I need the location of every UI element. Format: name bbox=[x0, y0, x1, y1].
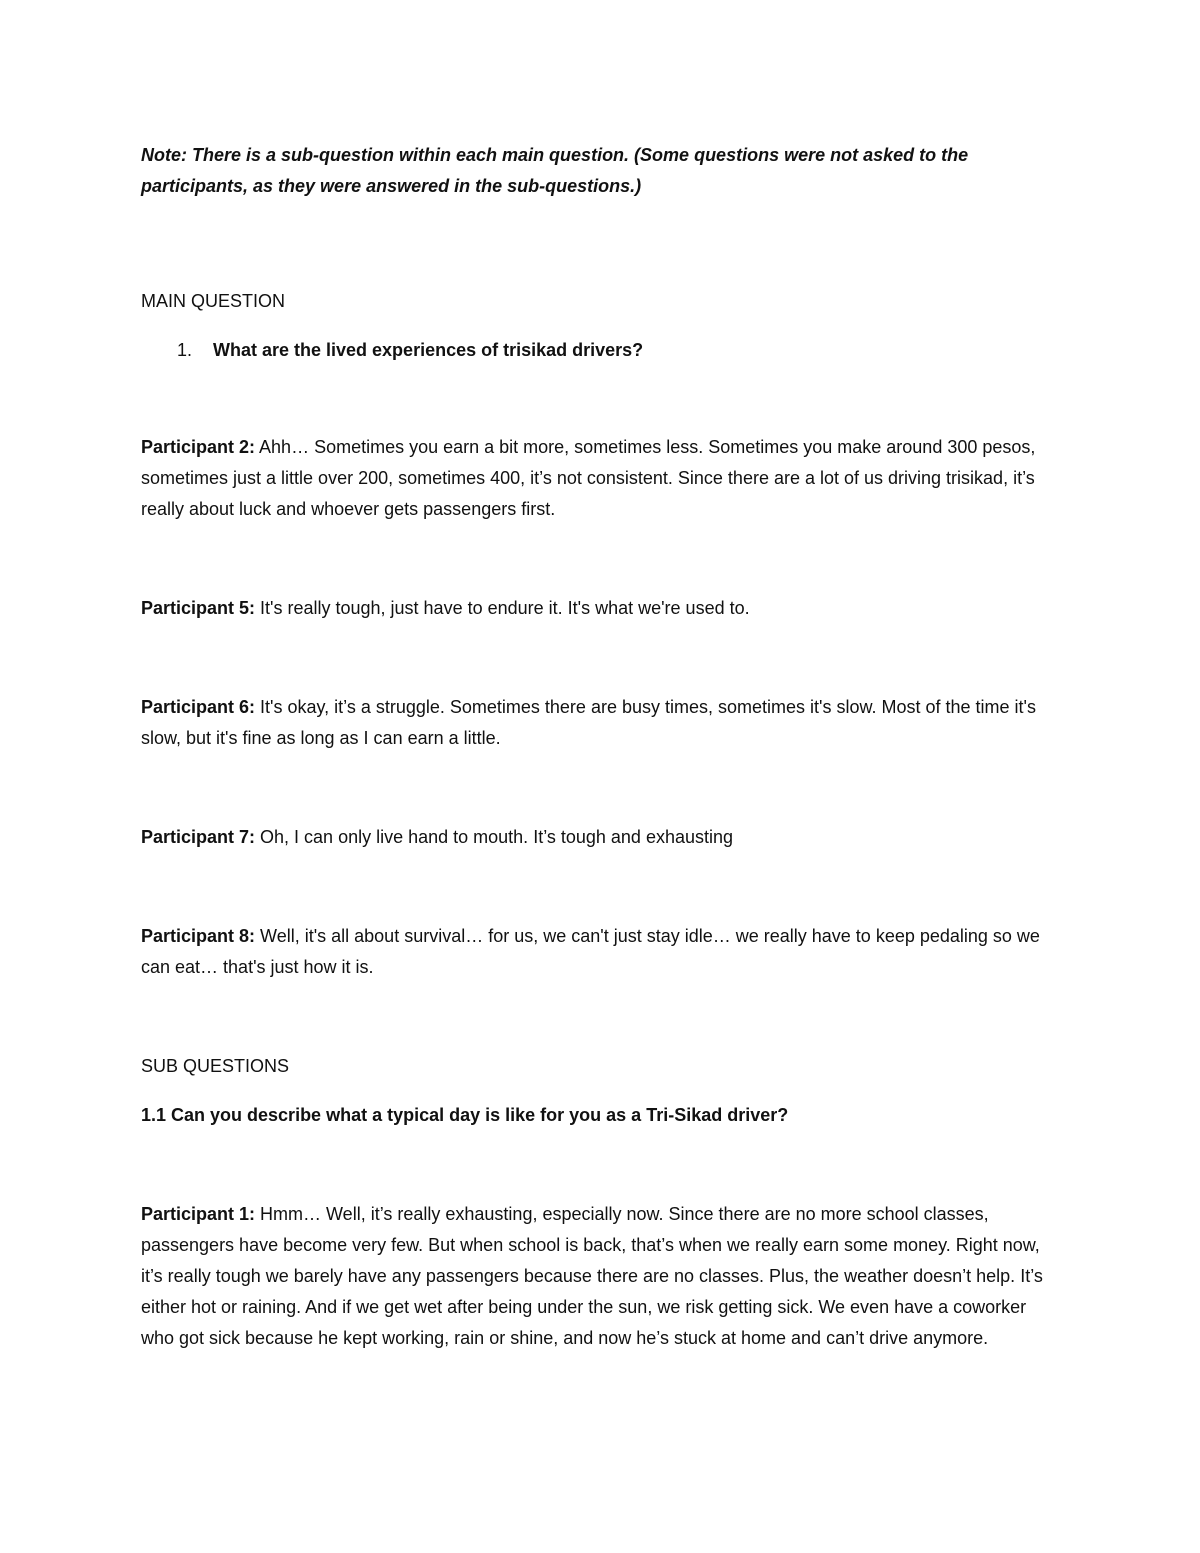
response-text: Well, it's all about survival… for us, we can't just stay idle… we really have to keep pedaling so we can eat… that's just how it is. bbox=[141, 926, 1040, 977]
response-participant-8 bbox=[141, 921, 1061, 983]
response-text: Ahh… Sometimes you earn a bit more, sometimes less. Sometimes you make around 300 pesos, sometimes just a little over 200, sometimes 400, it’s not consistent. Since there are a lot of us driving trisikad, it’s really about luck and whoever gets passengers first. bbox=[141, 437, 1036, 519]
document-body bbox=[141, 140, 1061, 1422]
participant-label: Participant 1: bbox=[141, 1204, 256, 1224]
main-question-heading: MAIN QUESTION bbox=[141, 291, 286, 311]
response-participant-5 bbox=[141, 593, 1061, 624]
response-participant-1 bbox=[141, 1199, 1061, 1354]
main-question bbox=[141, 335, 1061, 366]
note-paragraph: Note: There is a sub-question within each main question. (Some questions were not asked to the participants, as they were answered in the sub-questions.) bbox=[141, 145, 969, 196]
response-text: It's really tough, just have to endure it. It's what we're used to. bbox=[255, 598, 750, 618]
sub-question-1-1: 1.1 Can you describe what a typical day is like for you as a Tri-Sikad driver? bbox=[141, 1105, 789, 1125]
participant-label: Participant 6: bbox=[141, 697, 256, 717]
main-question-text: What are the lived experiences of trisikad drivers? bbox=[213, 340, 644, 360]
participant-label: Participant 7: bbox=[141, 827, 256, 847]
sub-questions-heading: SUB QUESTIONS bbox=[141, 1056, 290, 1076]
response-text: Hmm… Well, it’s really exhausting, especially now. Since there are no more school classes, passengers have become very few. But when school is back, that’s when we really earn some money. Right now, it’s really tough we barely have any passengers because there are no classes. Plus, the weather doesn’t help. It’s either hot or raining. And if we get wet after being under the sun, we risk getting sick. We even have a coworker who got sick because he kept working, rain or shine, and now he’s stuck at home and can’t drive anymore. bbox=[141, 1204, 1043, 1348]
response-text: Oh, I can only live hand to mouth. It’s tough and exhausting bbox=[255, 827, 734, 847]
response-participant-6 bbox=[141, 692, 1061, 754]
participant-label: Participant 8: bbox=[141, 926, 256, 946]
participant-label: Participant 5: bbox=[141, 598, 256, 618]
response-participant-2 bbox=[141, 432, 1061, 525]
participant-label: Participant 2: bbox=[141, 437, 256, 457]
response-text: It's okay, it’s a struggle. Sometimes there are busy times, sometimes it's slow. Most of the time it's slow, but it's fine as long as I can earn a little. bbox=[141, 697, 1036, 748]
response-participant-7 bbox=[141, 822, 1061, 853]
main-question-number: 1. bbox=[177, 340, 193, 360]
